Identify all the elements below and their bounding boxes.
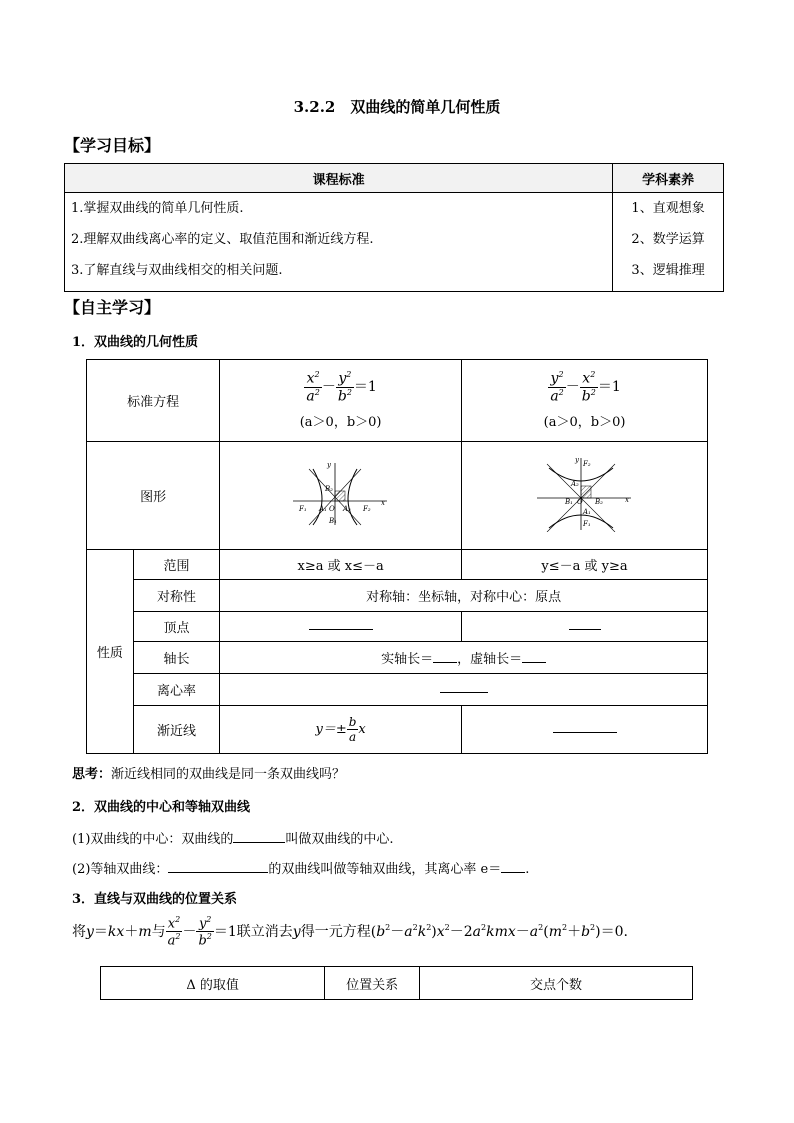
group-label-properties: 性质 bbox=[87, 550, 134, 754]
eccentricity-cell bbox=[220, 674, 708, 706]
goals-header-standards: 课程标准 bbox=[65, 164, 613, 193]
asymptote1-cell: y＝± $\frac{b}{a}$ x bbox=[220, 706, 462, 754]
equiaxed-prefix: (2)等轴双曲线： bbox=[72, 862, 169, 877]
literacy-item: 3、逻辑推理 bbox=[631, 263, 705, 278]
eccentricity-blank[interactable] bbox=[440, 692, 488, 693]
elim-p2: 与 bbox=[151, 923, 166, 940]
symmetry-cell: 对称轴：坐标轴，对称中心：原点 bbox=[220, 580, 708, 612]
standard-item: 2.理解双曲线离心率的定义、取值范围和渐近线方程. bbox=[71, 232, 374, 247]
figure2-cell bbox=[462, 442, 708, 550]
center-prefix: (1)双曲线的中心：双曲线的 bbox=[72, 832, 234, 847]
properties-table bbox=[86, 359, 708, 754]
equiaxed-blank[interactable] bbox=[168, 872, 268, 873]
hyperbola-x-figure bbox=[291, 459, 391, 529]
row-label-symmetry: 对称性 bbox=[133, 580, 219, 612]
svg-text:B₁: B₁ bbox=[564, 497, 573, 506]
vertex2-cell bbox=[462, 612, 708, 642]
center-suffix: 叫做双曲线的中心. bbox=[285, 832, 394, 847]
svg-text:B₁: B₁ bbox=[328, 516, 337, 525]
svg-text:O: O bbox=[576, 497, 583, 506]
eq2-condition: (a＞0，b＞0) bbox=[543, 415, 626, 431]
row-label-axis: 轴长 bbox=[133, 642, 219, 674]
range1-cell: x≥a 或 x≤－a bbox=[220, 550, 462, 580]
eq2-cell bbox=[462, 360, 708, 442]
svg-text:F₂: F₂ bbox=[582, 459, 591, 468]
vertex2-blank[interactable] bbox=[569, 629, 601, 630]
standard-item: 3.了解直线与双曲线相交的相关问题. bbox=[71, 263, 283, 278]
literacy-item: 1、直观想象 bbox=[631, 201, 705, 216]
page-title: 3.2.2 双曲线的简单几何性质 bbox=[293, 98, 501, 116]
svg-text:A₂: A₂ bbox=[570, 479, 579, 488]
subheading-properties: 1．双曲线的几何性质 bbox=[72, 335, 199, 350]
equiaxed-suffix: . bbox=[525, 862, 530, 877]
svg-text:y: y bbox=[326, 460, 331, 469]
axis-sep-label: ，虚轴长＝ bbox=[457, 652, 523, 667]
row-label-range: 范围 bbox=[133, 550, 219, 580]
asym-prefix: y＝± bbox=[315, 722, 347, 737]
axis-real-label: 实轴长＝ bbox=[381, 652, 434, 667]
row-label-asymptote: 渐近线 bbox=[133, 706, 219, 754]
elim-p1: 将 bbox=[72, 923, 86, 940]
imag-axis-blank[interactable] bbox=[522, 662, 546, 663]
svg-text:B₂: B₂ bbox=[594, 497, 603, 506]
svg-text:A₂: A₂ bbox=[342, 504, 351, 513]
svg-text:A₁: A₁ bbox=[582, 507, 591, 516]
delta-col-value: Δ 的取值 bbox=[101, 967, 325, 1000]
elimination-line: 将y＝kx＋m与 $\frac{x^2}{a^2}$ － $\frac{y^2}{b^2}$ ＝1联立消去y得一元方程$(b^2-a^2k^2)x^2-2a^2kmx-a^2(m^2+b^2)=0$. bbox=[72, 915, 628, 949]
goals-table bbox=[64, 163, 724, 292]
equiaxed-middle: 的双曲线叫做等轴双曲线，其离心率 e＝ bbox=[268, 862, 502, 877]
hyperbola-y-figure bbox=[535, 456, 635, 532]
svg-text:O: O bbox=[328, 504, 335, 513]
row-label-figure: 图形 bbox=[87, 442, 220, 550]
vertex1-blank[interactable] bbox=[309, 629, 373, 630]
real-axis-blank[interactable] bbox=[433, 662, 457, 663]
eq1-cell bbox=[220, 360, 462, 442]
eq1-condition: (a＞0，b＞0) bbox=[299, 415, 382, 431]
think-label: 思考： bbox=[72, 767, 112, 782]
equiaxed-e-blank[interactable] bbox=[501, 872, 525, 873]
range2-cell: y≤－a 或 y≥a bbox=[462, 550, 708, 580]
elim-p4: 得一元方程 bbox=[300, 923, 371, 940]
subheading-center: 2．双曲线的中心和等轴双曲线 bbox=[72, 800, 251, 815]
eq2-formula: $\frac{y^2}{a^2}$ － $\frac{x^2}{b^2}$ ＝1 bbox=[550, 369, 621, 405]
svg-text:B₂: B₂ bbox=[324, 484, 333, 493]
goals-header-literacy: 学科素养 bbox=[613, 164, 724, 193]
equiaxed-line bbox=[72, 858, 529, 877]
center-line bbox=[72, 828, 394, 847]
self-study-section-heading: 【自主学习】 bbox=[64, 298, 161, 317]
think-text: 渐近线相同的双曲线是同一条双曲线吗？ bbox=[111, 767, 346, 782]
asymptote2-blank[interactable] bbox=[553, 732, 617, 733]
goals-literacy-cell bbox=[613, 193, 724, 292]
svg-text:A₁: A₁ bbox=[318, 504, 327, 513]
svg-text:F₁: F₁ bbox=[582, 519, 591, 528]
goals-standards-cell bbox=[65, 193, 613, 292]
asymptote2-cell bbox=[462, 706, 708, 754]
delta-table bbox=[100, 966, 693, 1000]
eq1-formula: $\frac{x^2}{a^2}$ － $\frac{y^2}{b^2}$ ＝1 bbox=[306, 369, 377, 405]
subheading-line-position: 3．直线与双曲线的位置关系 bbox=[72, 892, 238, 907]
literacy-item: 2、数学运算 bbox=[631, 232, 705, 247]
svg-text:x: x bbox=[624, 495, 629, 504]
elim-p3: 联立消去 bbox=[236, 923, 293, 940]
figure1-cell bbox=[220, 442, 462, 550]
svg-text:F₂: F₂ bbox=[362, 504, 371, 513]
axis-cell bbox=[220, 642, 708, 674]
standard-item: 1.掌握双曲线的简单几何性质. bbox=[71, 201, 244, 216]
think-line bbox=[72, 763, 345, 782]
row-label-vertex: 顶点 bbox=[133, 612, 219, 642]
delta-col-position: 位置关系 bbox=[325, 967, 420, 1000]
goals-section-heading: 【学习目标】 bbox=[64, 136, 161, 155]
delta-col-count: 交点个数 bbox=[419, 967, 692, 1000]
svg-text:y: y bbox=[574, 455, 579, 464]
center-blank[interactable] bbox=[233, 842, 285, 843]
row-label-eccentricity: 离心率 bbox=[133, 674, 219, 706]
svg-text:F₁: F₁ bbox=[298, 504, 307, 513]
vertex1-cell bbox=[220, 612, 462, 642]
row-label-std-eq: 标准方程 bbox=[87, 360, 220, 442]
svg-text:x: x bbox=[380, 498, 385, 507]
